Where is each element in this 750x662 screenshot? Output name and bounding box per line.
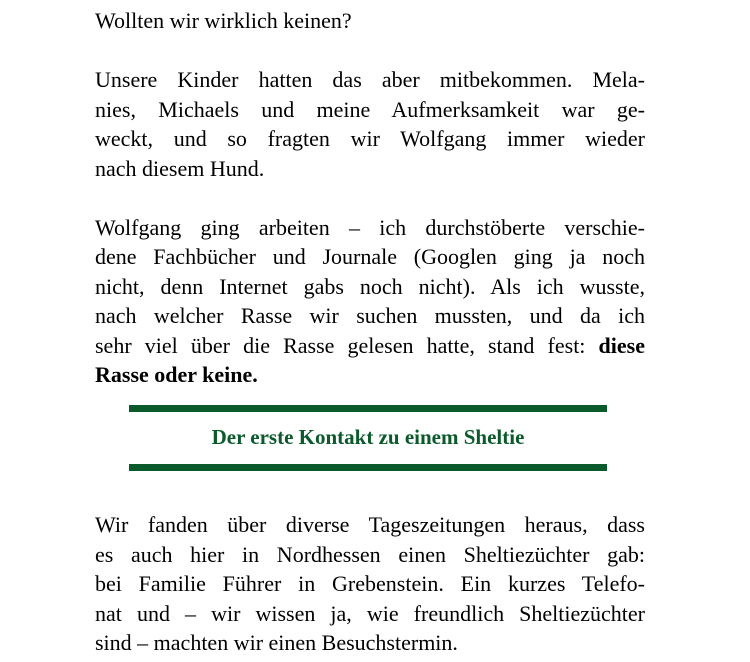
heading-rule-top: [129, 405, 607, 412]
text-line: [95, 331, 645, 361]
text-line: nach diesem Hund.: [95, 155, 265, 181]
text-line: nat und – wir wissen ja, wie freundlich Sheltiezüchter: [95, 600, 645, 626]
text-line: bei Familie Führer in Grebenstein. Ein kurzes Telefo-: [95, 571, 645, 596]
text-line: Unsere Kinder hatten das aber mitbekommen. Mela-: [95, 67, 645, 92]
text-line: nicht, denn Internet gabs noch nicht). Als ich wusste,: [95, 273, 645, 299]
text-line: Wir fanden über diverse Tageszeitungen heraus, dass: [95, 512, 645, 537]
body-text-bottom: [95, 510, 645, 658]
emphasis-text: diese: [598, 332, 645, 358]
text-line: weckt, und so fragten wir Wolfgang immer wieder: [95, 126, 645, 151]
text-line: [95, 360, 645, 390]
text-span: sehr viel über die Rasse gelesen hatte, stand fest:: [95, 332, 586, 358]
text-line: es auch hier in Nordhessen einen Sheltiezüchter gab:: [95, 541, 645, 567]
paragraph-gap: [95, 36, 645, 66]
text-line: nach welcher Rasse wir suchen mussten, und da ich: [95, 303, 645, 328]
heading-rule-bottom: [129, 464, 607, 471]
text-line: nies, Michaels und meine Aufmerksamkeit war ge-: [95, 96, 645, 122]
text-line: Wolfgang ging arbeiten – ich durchstöberte verschie-: [95, 214, 645, 240]
emphasis-text: Rasse oder keine.: [95, 362, 258, 387]
body-text-top: [95, 6, 645, 390]
text-line: sind – machten wir einen Besuchstermin.: [95, 630, 458, 655]
section-heading: Der erste Kontakt zu einem Sheltie: [211, 425, 525, 449]
text-line: Wollten wir wirklich keinen?: [95, 8, 352, 33]
paragraph-gap: [95, 183, 645, 213]
text-line: dene Fachbücher und Journale (Googlen ging ja noch: [95, 244, 645, 269]
